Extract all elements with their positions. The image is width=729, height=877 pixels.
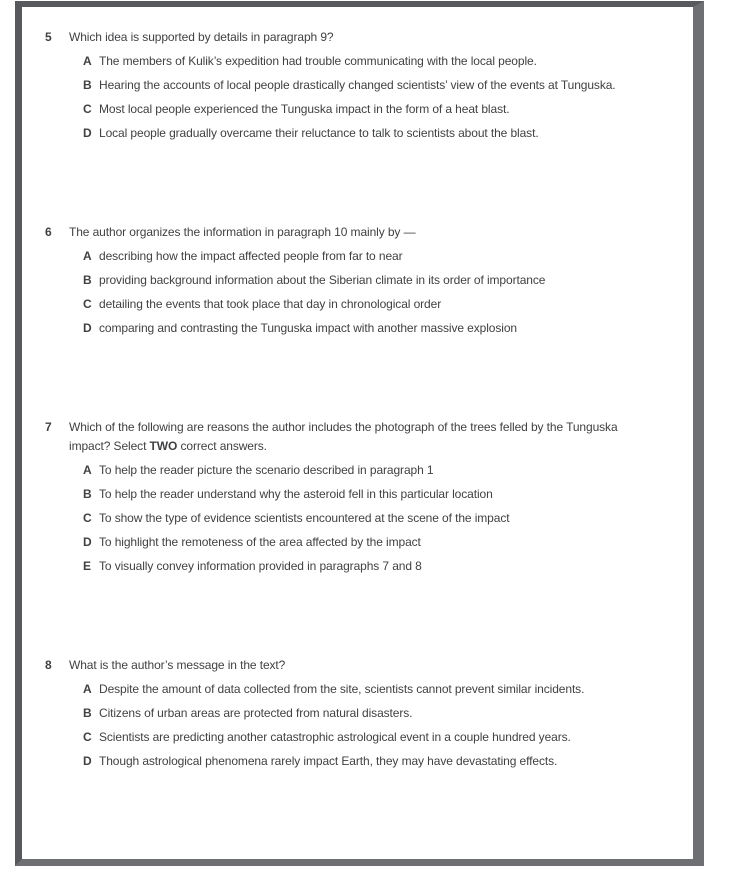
answer-choice bbox=[69, 247, 683, 266]
choice-text: Scientists are predicting another catastrophic astrological event in a couple hundred years. bbox=[99, 730, 571, 744]
question-body bbox=[69, 656, 683, 771]
answer-choice bbox=[69, 557, 683, 576]
choice-letter: A bbox=[83, 54, 92, 68]
choice-text: Local people gradually overcame their reluctance to talk to scientists about the blast. bbox=[99, 126, 539, 140]
answer-choice bbox=[69, 728, 683, 747]
question-prompt bbox=[69, 223, 644, 242]
choice-text: To highlight the remoteness of the area affected by the impact bbox=[99, 535, 421, 549]
question-block bbox=[45, 223, 683, 338]
question-body bbox=[69, 28, 683, 143]
choices-list bbox=[69, 247, 683, 338]
answer-choice bbox=[69, 461, 683, 480]
question-prompt bbox=[69, 28, 644, 47]
choice-letter: C bbox=[83, 297, 92, 311]
choice-letter: D bbox=[83, 535, 92, 549]
choice-letter: B bbox=[83, 706, 92, 720]
answer-choice bbox=[69, 295, 683, 314]
prompt-text: Which idea is supported by details in paragraph 9? bbox=[69, 30, 334, 44]
question-prompt bbox=[69, 656, 644, 675]
choice-text: Citizens of urban areas are protected from natural disasters. bbox=[99, 706, 413, 720]
choice-letter: D bbox=[83, 126, 92, 140]
answer-choice bbox=[69, 124, 683, 143]
choice-text: describing how the impact affected people from far to near bbox=[99, 249, 403, 263]
choice-letter: A bbox=[83, 463, 92, 477]
choice-letter: D bbox=[83, 321, 92, 335]
choice-text: Though astrological phenomena rarely impact Earth, they may have devastating effects. bbox=[99, 754, 558, 768]
question-prompt bbox=[69, 418, 644, 456]
choice-letter: C bbox=[83, 730, 92, 744]
answer-choice bbox=[69, 52, 683, 71]
choice-text: Hearing the accounts of local people drastically changed scientists’ view of the events at Tunguska. bbox=[99, 78, 616, 92]
choice-letter: E bbox=[83, 559, 91, 573]
question-number: 7 bbox=[45, 420, 52, 434]
choice-letter: C bbox=[83, 511, 92, 525]
prompt-text: The author organizes the information in paragraph 10 mainly by — bbox=[69, 225, 416, 239]
choice-text: Most local people experienced the Tunguska impact in the form of a heat blast. bbox=[99, 102, 510, 116]
choice-text: detailing the events that took place that day in chronological order bbox=[99, 297, 442, 311]
answer-choice bbox=[69, 485, 683, 504]
question-block bbox=[45, 418, 683, 576]
choice-text: providing background information about the Siberian climate in its order of importance bbox=[99, 273, 546, 287]
prompt-text: What is the author’s message in the text? bbox=[69, 658, 286, 672]
choice-text: To visually convey information provided in paragraphs 7 and 8 bbox=[99, 559, 422, 573]
question-body bbox=[69, 418, 683, 576]
page-frame bbox=[15, 1, 704, 866]
question-block bbox=[45, 656, 683, 771]
answer-choice bbox=[69, 533, 683, 552]
answer-choice bbox=[69, 319, 683, 338]
question-number: 6 bbox=[45, 225, 52, 239]
question-number: 5 bbox=[45, 30, 52, 44]
answer-choice bbox=[69, 680, 683, 699]
questions-list bbox=[22, 7, 693, 771]
choice-letter: A bbox=[83, 682, 92, 696]
choice-text: To help the reader picture the scenario described in paragraph 1 bbox=[99, 463, 434, 477]
question-number: 8 bbox=[45, 658, 52, 672]
answer-choice bbox=[69, 509, 683, 528]
choices-list bbox=[69, 461, 683, 576]
choice-letter: C bbox=[83, 102, 92, 116]
choice-letter: A bbox=[83, 249, 92, 263]
answer-choice bbox=[69, 704, 683, 723]
prompt-text: Which of the following are reasons the author includes the photograph of the trees felled by the Tunguska impact? Select bbox=[69, 420, 618, 453]
question-body bbox=[69, 223, 683, 338]
question-block bbox=[45, 28, 683, 143]
answer-choice bbox=[69, 76, 683, 95]
choice-text: To show the type of evidence scientists encountered at the scene of the impact bbox=[99, 511, 510, 525]
choice-letter: B bbox=[83, 273, 92, 287]
choices-list bbox=[69, 52, 683, 143]
choice-text: comparing and contrasting the Tunguska impact with another massive explosion bbox=[99, 321, 517, 335]
choice-text: To help the reader understand why the asteroid fell in this particular location bbox=[99, 487, 493, 501]
answer-choice bbox=[69, 100, 683, 119]
choice-letter: B bbox=[83, 78, 92, 92]
choices-list bbox=[69, 680, 683, 771]
choice-letter: B bbox=[83, 487, 92, 501]
answer-choice bbox=[69, 752, 683, 771]
choice-letter: D bbox=[83, 754, 92, 768]
prompt-text-after: correct answers. bbox=[177, 439, 267, 453]
answer-choice bbox=[69, 271, 683, 290]
prompt-bold-text: TWO bbox=[149, 439, 178, 453]
choice-text: The members of Kulik’s expedition had trouble communicating with the local people. bbox=[99, 54, 537, 68]
choice-text: Despite the amount of data collected from the site, scientists cannot prevent similar incidents. bbox=[99, 682, 585, 696]
